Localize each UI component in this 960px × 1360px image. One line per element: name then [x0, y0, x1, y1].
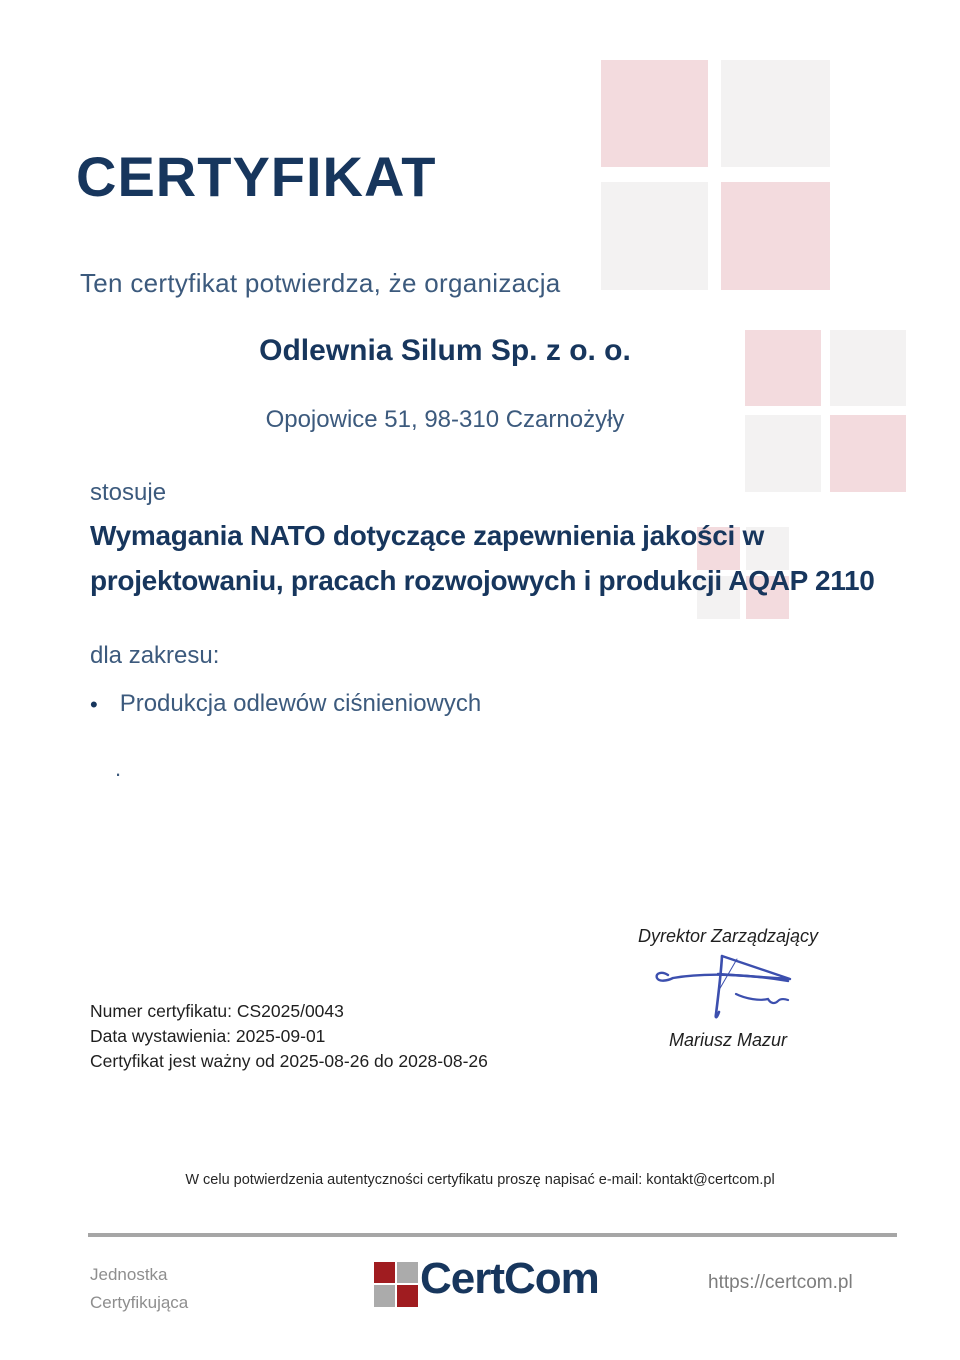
- logo-square-gray: [397, 1262, 418, 1283]
- certification-body-label: [90, 1261, 188, 1317]
- decor-square-gray: [721, 60, 830, 167]
- verification-note: W celu potwierdzenia autentyczności certyfikatu proszę napisać e-mail: kontakt@certcom.pl: [185, 1172, 775, 1188]
- intro-line: Ten certyfikat potwierdza, że organizacja: [80, 268, 561, 298]
- bullet-icon: •: [90, 692, 98, 717]
- organization-address: Opojowice 51, 98-310 Czarnożyły: [265, 406, 625, 433]
- certificate-title: CERTYFIKAT: [76, 145, 437, 208]
- signatory-role: Dyrektor Zarządzający: [637, 926, 819, 946]
- decor-square-gray: [830, 330, 906, 406]
- signature-scribble-icon: [648, 946, 800, 1024]
- scope-trailing-mark: .: [115, 756, 122, 781]
- scope-list-item: [90, 690, 481, 720]
- standard-statement-line2: projektowaniu, pracach rozwojowych i produkcji AQAP 2110: [90, 565, 875, 596]
- decor-square-pink: [830, 415, 906, 492]
- certification-body-label-line1: Jednostka: [90, 1265, 168, 1284]
- standard-statement: [90, 513, 880, 603]
- issue-date: Data wystawienia: 2025-09-01: [90, 1026, 326, 1046]
- standard-statement-line1: Wymagania NATO dotyczące zapewnienia jakości w: [90, 520, 764, 551]
- validity-period: Certyfikat jest ważny od 2025-08-26 do 2028-08-26: [90, 1051, 488, 1071]
- logo-square-red: [374, 1262, 395, 1283]
- decor-square-pink: [721, 182, 830, 290]
- certcom-logo-icon: [374, 1262, 418, 1308]
- certificate-details: [90, 999, 488, 1074]
- logo-square-red: [397, 1285, 418, 1307]
- certcom-wordmark: CertCom: [420, 1254, 599, 1303]
- scope-item-text: Produkcja odlewów ciśnieniowych: [119, 690, 482, 717]
- decor-cluster-top-right: [601, 60, 830, 290]
- signatory-name: Mariusz Mazur: [668, 1030, 788, 1050]
- decor-square-gray: [601, 182, 708, 290]
- logo-square-gray: [374, 1285, 395, 1307]
- applies-label: stosuje: [90, 479, 167, 506]
- footer-divider: [88, 1233, 897, 1237]
- organization-name: Odlewnia Silum Sp. z o. o.: [259, 334, 631, 367]
- scope-label: dla zakresu:: [90, 642, 220, 669]
- decor-square-pink: [601, 60, 708, 167]
- certificate-number: Numer certyfikatu: CS2025/0043: [90, 1001, 344, 1021]
- certification-body-label-line2: Certyfikująca: [90, 1293, 189, 1312]
- website-url: https://certcom.pl: [708, 1272, 853, 1293]
